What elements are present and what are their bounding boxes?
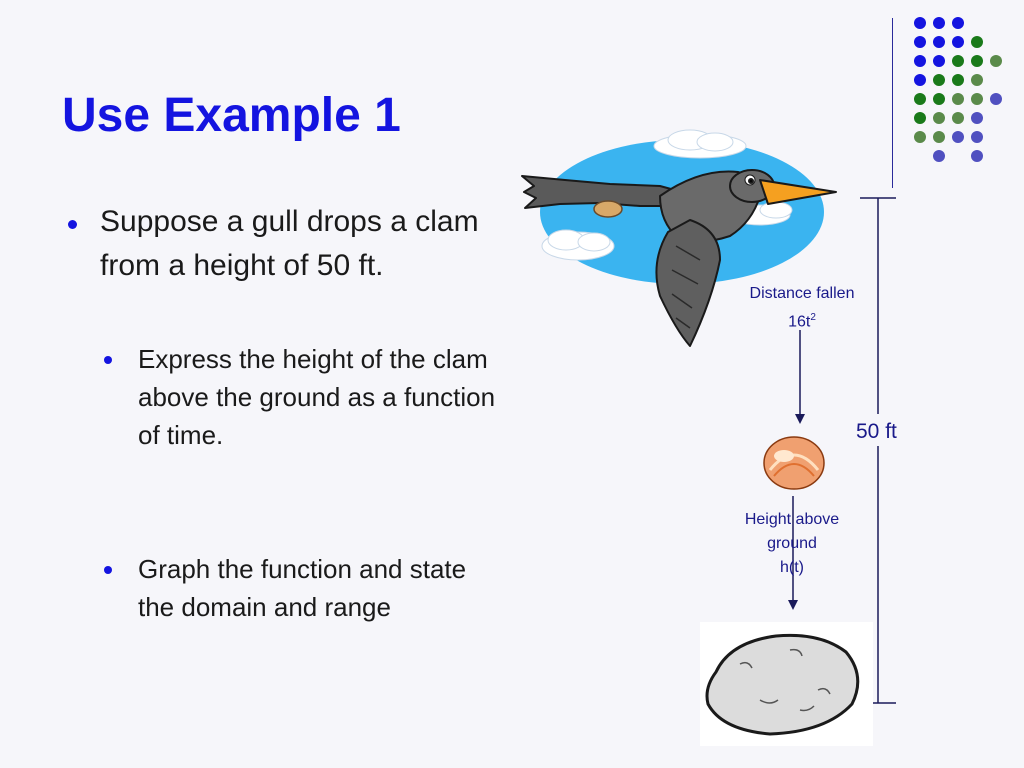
sub-bullet-text: Graph the function and state the domain and range — [138, 554, 467, 622]
total-height-label: 50 ft — [856, 420, 897, 443]
height-label-line2: ground — [767, 535, 817, 552]
distance-formula — [728, 306, 876, 334]
clam-icon — [764, 437, 824, 489]
sub-bullet-text: Express the height of the clam above the ground as a function of time. — [138, 344, 496, 450]
distance-label — [728, 282, 876, 334]
cloud-icon — [654, 130, 746, 158]
slide-title: Use Example 1 — [62, 89, 401, 142]
height-label — [722, 508, 862, 580]
distance-label-text: Distance fallen — [749, 285, 855, 302]
distance-formula-exponent: 2 — [810, 312, 816, 323]
height-label-line3: h(t) — [780, 559, 804, 576]
height-label-line1: Height above — [744, 511, 840, 528]
bullet-text: Suppose a gull drops a clam from a height of 50 ft. — [100, 205, 479, 282]
cloud-icon — [542, 230, 614, 260]
distance-formula-base: 16t — [788, 313, 811, 331]
